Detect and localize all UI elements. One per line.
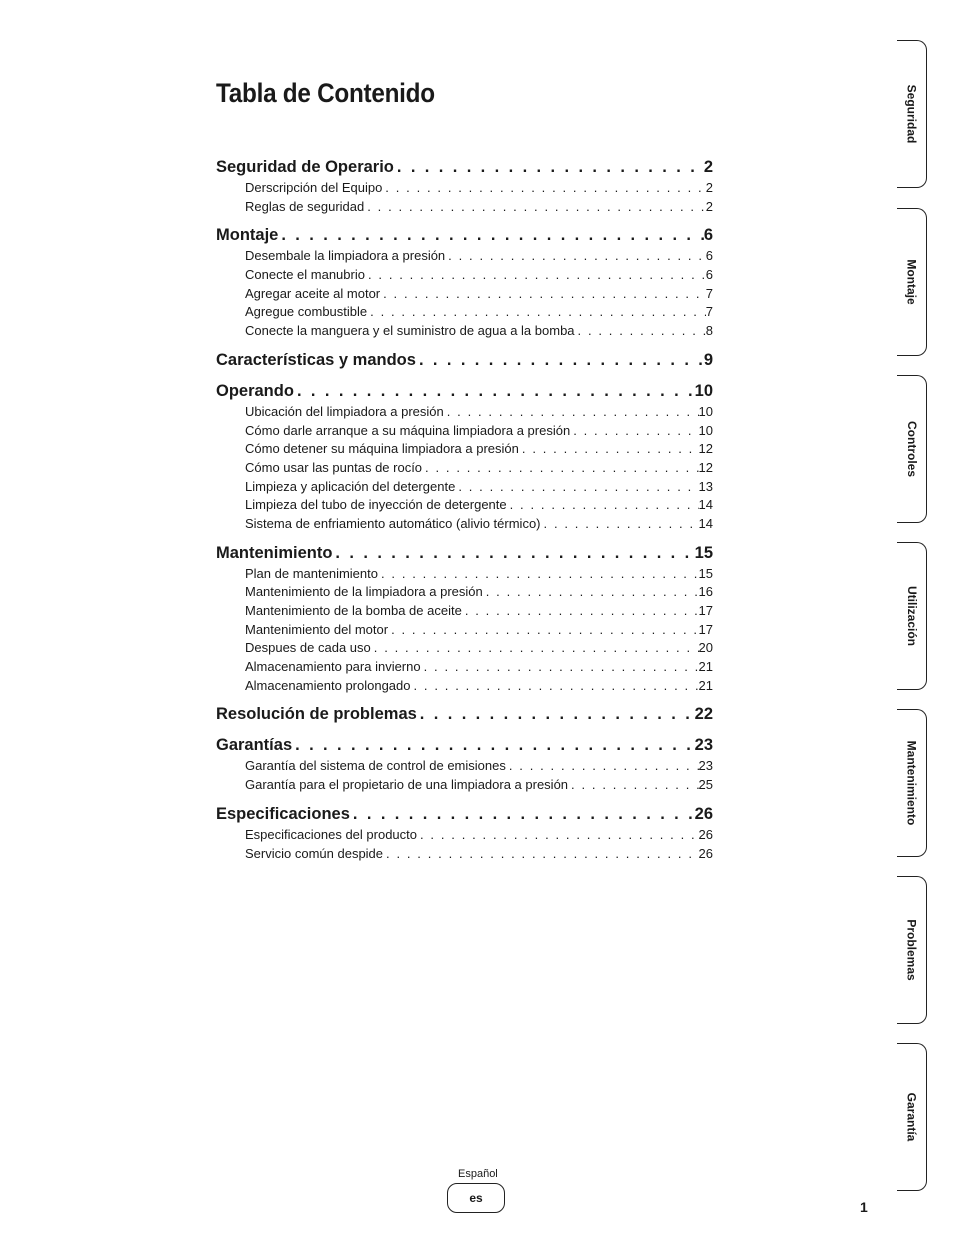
dot-leader (483, 583, 699, 602)
toc-subentry-page: 6 (705, 248, 713, 264)
toc-section (216, 803, 713, 863)
toc-subentry-page: 21 (698, 677, 713, 693)
toc-subentry-title: Conecte el manubrio (245, 267, 365, 283)
toc-subentry-title: Cómo darle arranque a su máquina limpiadora a presión (245, 422, 571, 438)
section-tab-label: Controles (904, 420, 919, 478)
toc-subentry (216, 247, 713, 266)
dot-leader (444, 403, 699, 422)
toc-entry-page: 15 (694, 543, 713, 562)
toc-entry-page: 23 (694, 736, 713, 755)
toc-subentry-title: Reglas de seguridad (245, 198, 365, 214)
dot-leader (455, 478, 698, 497)
toc-entry-title: Seguridad de Operario (216, 158, 394, 176)
toc-section (216, 156, 713, 216)
toc-subentry (216, 515, 713, 534)
section-tab[interactable] (897, 876, 927, 1024)
toc-subentry (216, 583, 713, 602)
toc-subentry-title: Ubicación del limpiadora a presión (245, 403, 444, 419)
toc-entry-title: Resolución de problemas (216, 705, 417, 724)
toc-section (216, 703, 713, 726)
toc-subentry (216, 440, 713, 459)
dot-leader (417, 703, 695, 726)
toc-subentry (216, 677, 713, 696)
toc-subentry-title: Garantía del sistema de control de emisiones (245, 758, 506, 774)
toc-subentry (216, 658, 713, 677)
toc-subentry-page: 15 (698, 565, 713, 581)
toc-subentry-page: 10 (698, 403, 713, 419)
toc-subentry (216, 757, 713, 776)
dot-leader (364, 198, 706, 217)
dot-leader (278, 224, 703, 247)
toc-subentry (216, 266, 713, 285)
dot-leader (422, 459, 698, 478)
toc-subentry-title: Mantenimiento de la limpiadora a presión (245, 584, 483, 600)
toc-section (216, 380, 713, 534)
toc-subentry (216, 776, 713, 795)
toc-subentry-page: 13 (698, 478, 713, 494)
toc-entry-page: 6 (703, 226, 713, 245)
toc-subentry (216, 639, 713, 658)
toc-subentry (216, 179, 713, 198)
toc-subentry-page: 2 (705, 180, 713, 195)
toc-subentry-page: 7 (705, 304, 713, 320)
dot-leader (294, 380, 695, 403)
dot-leader (292, 734, 695, 757)
language-code: es (469, 1191, 483, 1205)
toc-subentry (216, 303, 713, 322)
dot-leader (367, 303, 706, 322)
dot-leader (506, 757, 699, 776)
toc-subentry-page: 14 (698, 515, 713, 531)
toc-subentry-title: Desembale la limpiadora a presión (245, 248, 446, 264)
toc-entry (216, 703, 713, 726)
toc-subentry-page: 17 (698, 603, 713, 618)
dot-leader (383, 845, 699, 864)
dot-leader (575, 322, 706, 341)
toc-entry (216, 542, 713, 565)
table-of-contents (216, 156, 713, 871)
toc-entry-title: Montaje (216, 226, 279, 245)
toc-subentry (216, 198, 713, 217)
dot-leader (378, 565, 699, 584)
section-tab[interactable] (897, 40, 927, 188)
toc-entry-title: Especificaciones (216, 804, 350, 823)
toc-section (216, 349, 713, 372)
toc-section (216, 542, 713, 696)
dot-leader (507, 496, 699, 515)
section-tab-label: Seguridad (904, 84, 919, 144)
dot-leader (570, 422, 698, 441)
toc-subentry (216, 621, 713, 640)
dot-leader (421, 658, 699, 677)
toc-subentry (216, 459, 713, 478)
dot-leader (462, 602, 699, 621)
toc-subentry-title: Sistema de enfriamiento automático (alivio térmico) (245, 515, 541, 531)
dot-leader (394, 156, 704, 179)
toc-subentry (216, 496, 713, 515)
toc-subentry (216, 403, 713, 422)
toc-entry (216, 734, 713, 757)
toc-subentry-title: Limpieza del tubo de inyección de detergente (245, 497, 507, 513)
section-tab-label: Garantía (904, 1092, 919, 1142)
section-tab-label: Mantenimiento (904, 740, 919, 826)
toc-subentry (216, 826, 713, 845)
dot-leader (445, 247, 706, 266)
section-tab[interactable] (897, 709, 927, 857)
dot-leader (388, 621, 698, 640)
toc-subentry-page: 26 (698, 845, 713, 861)
section-tab[interactable] (897, 542, 927, 690)
toc-subentry (216, 565, 713, 584)
toc-subentry-title: Plan de mantenimiento (245, 565, 378, 581)
dot-leader (568, 776, 698, 795)
toc-subentry-page: 2 (705, 198, 713, 214)
section-tab-label: Montaje (904, 259, 919, 305)
dot-leader (411, 677, 699, 696)
language-label: Español (458, 1168, 498, 1180)
toc-subentry (216, 285, 713, 304)
toc-subentry-title: Almacenamiento para invierno (245, 659, 421, 675)
toc-entry-page: 9 (703, 350, 713, 369)
toc-entry (216, 803, 713, 826)
toc-subentry-title: Agregar aceite al motor (245, 285, 381, 301)
page-number: 1 (860, 1199, 868, 1215)
toc-subentry-page: 7 (705, 285, 713, 301)
toc-subentry-title: Agregue combustible (245, 304, 368, 320)
toc-section (216, 224, 713, 340)
toc-subentry-title: Limpieza y aplicación del detergente (245, 478, 456, 494)
toc-entry (216, 349, 713, 372)
dot-leader (541, 515, 699, 534)
toc-subentry-page: 6 (705, 267, 713, 283)
toc-entry-title: Características y mandos (216, 350, 416, 369)
dot-leader (350, 803, 695, 826)
dot-leader (519, 440, 699, 459)
toc-subentry-page: 21 (698, 659, 713, 675)
page-title: Tabla de Contenido (216, 78, 435, 108)
toc-subentry-page: 14 (698, 497, 713, 513)
toc-subentry-title: Cómo detener su máquina limpiadora a presión (245, 441, 519, 457)
toc-subentry (216, 422, 713, 441)
toc-subentry (216, 602, 713, 621)
toc-subentry-title: Cómo usar las puntas de rocío (245, 459, 423, 475)
toc-subentry-title: Conecte la manguera y el suministro de agua a la bomba (245, 323, 575, 339)
section-tab[interactable] (897, 375, 927, 523)
toc-subentry (216, 322, 713, 341)
toc-subentry-title: Almacenamiento prolongado (245, 677, 411, 693)
dot-leader (380, 285, 706, 304)
toc-subentry-page: 23 (698, 758, 713, 774)
section-tab[interactable] (897, 208, 927, 356)
toc-section (216, 734, 713, 794)
toc-entry-title: Operando (216, 381, 294, 400)
toc-subentry-page: 10 (698, 422, 713, 438)
dot-leader (416, 349, 704, 372)
toc-entry-title: Garantías (216, 736, 293, 755)
toc-entry-page: 22 (694, 705, 713, 724)
toc-entry (216, 224, 713, 247)
toc-subentry-page: 20 (698, 640, 713, 656)
toc-subentry-page: 8 (705, 323, 713, 339)
toc-subentry-title: Garantía para el propietario de una limpiadora a presión (245, 777, 569, 793)
toc-subentry-page: 25 (698, 777, 713, 793)
toc-subentry-title: Mantenimiento del motor (245, 621, 389, 637)
toc-subentry-title: Mantenimiento de la bomba de aceite (245, 603, 462, 618)
toc-entry (216, 156, 713, 179)
dot-leader (365, 266, 706, 285)
toc-subentry (216, 478, 713, 497)
section-tab-label: Utilización (904, 585, 919, 647)
language-badge (447, 1183, 505, 1213)
toc-subentry (216, 845, 713, 864)
dot-leader (371, 639, 699, 658)
toc-subentry-title: Despues de cada uso (245, 640, 371, 656)
dot-leader (382, 179, 705, 198)
toc-subentry-title: Servicio común despide (245, 845, 384, 861)
toc-subentry-page: 16 (698, 584, 713, 600)
toc-entry (216, 380, 713, 403)
dot-leader (417, 826, 699, 845)
toc-subentry-page: 12 (698, 459, 713, 475)
toc-entry-page: 26 (694, 804, 713, 823)
toc-subentry-title: Especificaciones del producto (245, 826, 417, 842)
toc-subentry-page: 12 (698, 441, 713, 457)
toc-subentry-page: 26 (698, 826, 713, 842)
toc-entry-title: Mantenimiento (216, 543, 333, 562)
section-tab-label: Problemas (904, 919, 919, 981)
dot-leader (332, 542, 694, 565)
toc-subentry-page: 17 (698, 621, 713, 637)
toc-subentry-title: Derscripción del Equipo (245, 180, 383, 195)
section-tab[interactable] (897, 1043, 927, 1191)
toc-entry-page: 10 (694, 381, 713, 400)
toc-entry-page: 2 (703, 158, 713, 176)
